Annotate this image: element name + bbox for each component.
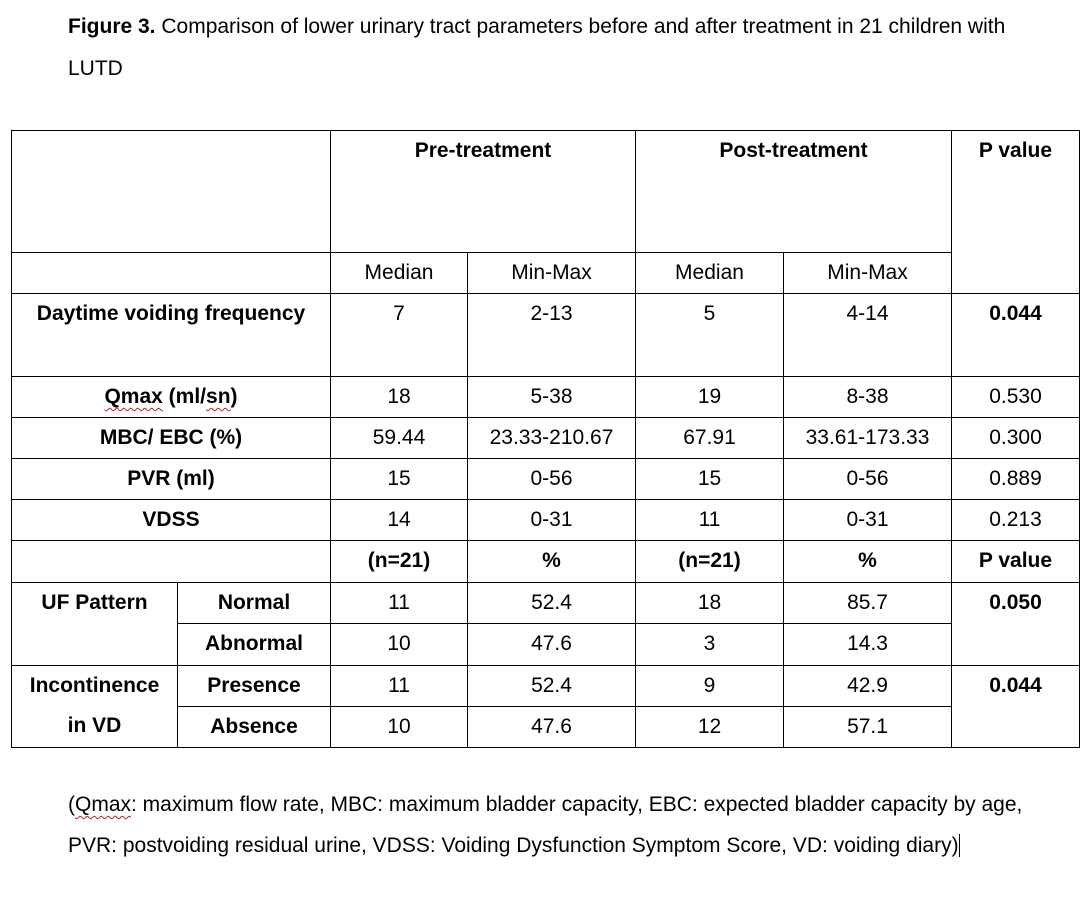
cell-post-percent: 85.7: [784, 583, 952, 624]
cell-post-range: 33.61-173.33: [784, 418, 952, 459]
group-label-line: Incontinence: [29, 674, 160, 697]
group-label-incontinence: [12, 666, 178, 748]
cell-p-value: 0.300: [952, 418, 1080, 459]
header-p-value: P value: [952, 131, 1080, 294]
cell-post-range: 8-38: [784, 377, 952, 418]
table-row: [12, 666, 1080, 707]
cell-p-value: 0.889: [952, 459, 1080, 500]
results-table: [11, 130, 1080, 748]
cell-p-value: 0.050: [952, 583, 1080, 666]
cell-p-value: 0.213: [952, 500, 1080, 541]
label-part: (ml/: [162, 385, 207, 408]
cell-post-range: 0-31: [784, 500, 952, 541]
group-label-line: in VD: [67, 714, 122, 737]
cell-pre-median: 7: [331, 294, 468, 377]
header-post-median: Median: [636, 253, 784, 294]
subheader-blank: [12, 253, 331, 294]
cell-pre-percent: 47.6: [468, 707, 636, 748]
cell-pre-percent: 47.6: [468, 624, 636, 666]
cell-pre-median: 15: [331, 459, 468, 500]
cell-pre-n: 10: [331, 624, 468, 666]
cell-pre-median: 18: [331, 377, 468, 418]
header-pre-median: Median: [331, 253, 468, 294]
table-row: [12, 500, 1080, 541]
header-p-value-2: P value: [952, 541, 1080, 583]
label-part: Qmax: [104, 385, 163, 408]
header-blank: [12, 131, 331, 253]
cell-pre-range: 23.33-210.67: [468, 418, 636, 459]
figure-caption-text: Comparison of lower urinary tract parameters before and after treatment in 21 children with LUTD: [68, 15, 1006, 80]
cell-p-value: 0.044: [952, 666, 1080, 748]
cell-pre-n: 11: [331, 666, 468, 707]
cell-post-range: 0-56: [784, 459, 952, 500]
label-part: ): [230, 385, 238, 408]
cell-pre-median: 59.44: [331, 418, 468, 459]
table-row: [12, 459, 1080, 500]
row-label: VDSS: [12, 500, 331, 541]
header-post-minmax: Min-Max: [784, 253, 952, 294]
cell-post-n: 18: [636, 583, 784, 624]
cell-pre-range: 5-38: [468, 377, 636, 418]
header-pre-treatment: Pre-treatment: [331, 131, 636, 253]
figure-label: Figure 3.: [68, 15, 156, 38]
cell-post-median: 11: [636, 500, 784, 541]
header-pre-minmax: Min-Max: [468, 253, 636, 294]
table-subheader-row: [12, 541, 1080, 583]
cell-pre-n: 10: [331, 707, 468, 748]
cell-p-value: 0.530: [952, 377, 1080, 418]
row-label: MBC/ EBC (%): [12, 418, 331, 459]
footnote-open: (: [68, 793, 75, 816]
cell-post-n: 12: [636, 707, 784, 748]
cell-post-percent: 14.3: [784, 624, 952, 666]
cell-post-median: 19: [636, 377, 784, 418]
table-row: [12, 377, 1080, 418]
cell-post-median: 15: [636, 459, 784, 500]
cell-pre-range: 0-56: [468, 459, 636, 500]
table-row: [12, 294, 1080, 377]
header-pre-n: (n=21): [331, 541, 468, 583]
row-label: Absence: [178, 707, 331, 748]
header-post-treatment: Post-treatment: [636, 131, 952, 253]
cell-pre-percent: 52.4: [468, 666, 636, 707]
cell-pre-range: 0-31: [468, 500, 636, 541]
row-label: PVR (ml): [12, 459, 331, 500]
row-label: Daytime voiding frequency: [12, 294, 331, 377]
row-label: Normal: [178, 583, 331, 624]
cell-post-percent: 57.1: [784, 707, 952, 748]
group-label-uf-pattern: UF Pattern: [12, 583, 178, 666]
table-row: [12, 418, 1080, 459]
table-row: [12, 583, 1080, 624]
footnote-qmax: Qmax: [75, 793, 132, 816]
cell-post-n: 9: [636, 666, 784, 707]
header-post-n: (n=21): [636, 541, 784, 583]
row-label: Abnormal: [178, 624, 331, 666]
label-part: sn: [206, 385, 231, 408]
cell-pre-percent: 52.4: [468, 583, 636, 624]
row-label: [12, 377, 331, 418]
cell-pre-n: 11: [331, 583, 468, 624]
subheader-blank-2: [12, 541, 331, 583]
cell-pre-range: 2-13: [468, 294, 636, 377]
cell-p-value: 0.044: [952, 294, 1080, 377]
header-pre-percent: %: [468, 541, 636, 583]
figure-caption: [68, 6, 1028, 90]
footnote-text: : maximum flow rate, MBC: maximum bladder capacity, EBC: expected bladder capacity by age, PVR: postvoiding residual urine, VDSS: Voiding Dysfunction Symptom Score, VD: voiding diary): [68, 793, 1023, 857]
cell-pre-median: 14: [331, 500, 468, 541]
row-label: Presence: [178, 666, 331, 707]
footnote: [68, 784, 1028, 866]
header-post-percent: %: [784, 541, 952, 583]
cell-post-percent: 42.9: [784, 666, 952, 707]
cell-post-median: 5: [636, 294, 784, 377]
cell-post-n: 3: [636, 624, 784, 666]
cell-post-median: 67.91: [636, 418, 784, 459]
cell-post-range: 4-14: [784, 294, 952, 377]
